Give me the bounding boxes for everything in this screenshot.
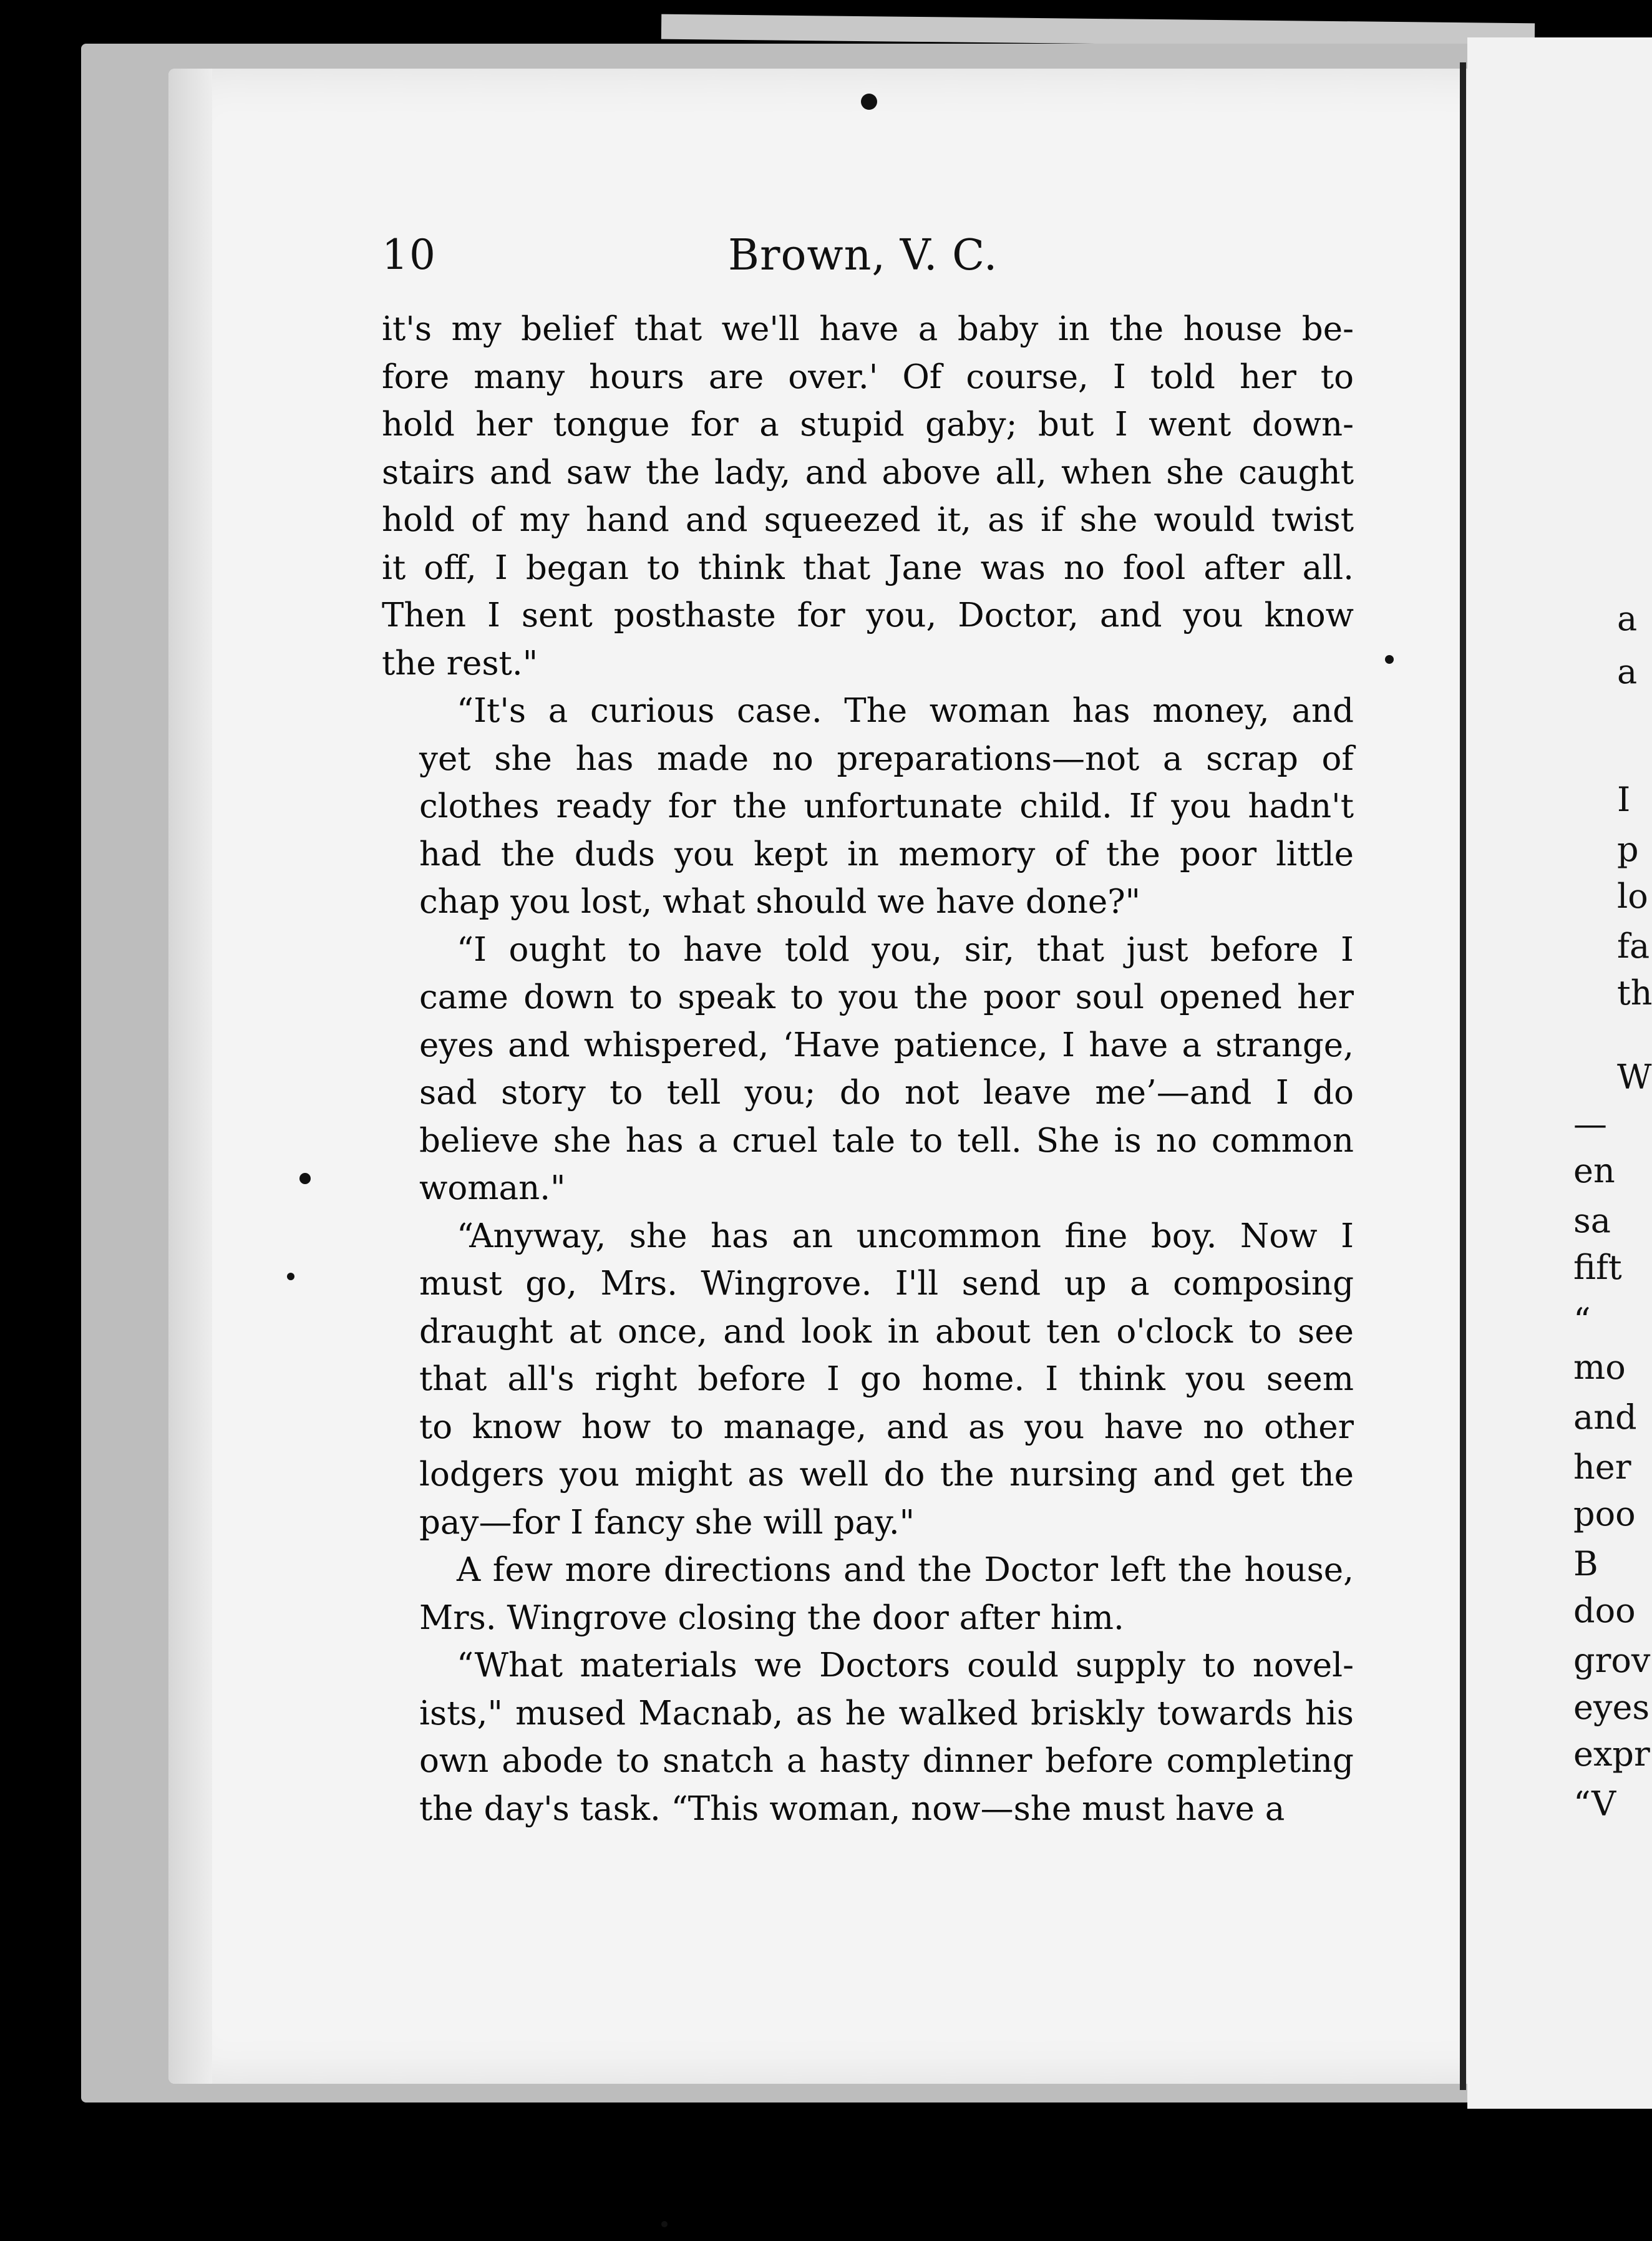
- text-line: chap you lost, what should we have done?": [419, 883, 1141, 921]
- paragraph: [382, 306, 1354, 688]
- facing-page-fragment: a: [1617, 599, 1638, 638]
- text-line: fore many hours are over.' Of course, I told her to: [382, 357, 1354, 396]
- text-line: draught at once, and look in about ten o'clock to see: [419, 1312, 1354, 1351]
- text-line: sad story to tell you; do not leave me’—and I do: [419, 1074, 1354, 1112]
- facing-page-fragment: “: [1573, 1301, 1591, 1340]
- facing-page-fragment: mo: [1573, 1348, 1626, 1387]
- paragraph: [382, 688, 1354, 926]
- text-line: had the duds you kept in memory of the poor little: [419, 835, 1354, 873]
- facing-page-fragment: B: [1573, 1544, 1598, 1583]
- text-line: lodgers you might as well do the nursing and get the: [419, 1456, 1354, 1494]
- facing-page-fragment: a: [1617, 652, 1638, 691]
- facing-page-fragment: expr: [1573, 1734, 1650, 1774]
- text-line: woman.": [419, 1169, 566, 1207]
- facing-page-fragment: p: [1617, 830, 1639, 869]
- facing-page-fragment: th: [1617, 973, 1652, 1013]
- facing-page-fragment: doo: [1573, 1591, 1636, 1630]
- running-head: Brown, V. C.: [728, 231, 998, 280]
- facing-page-fragment: sa: [1573, 1201, 1611, 1240]
- text-line: A few more directions and the Doctor left the house,: [457, 1551, 1354, 1589]
- text-line: came down to speak to you the poor soul opened her: [419, 978, 1354, 1016]
- text-line: stairs and saw the lady, and above all, when she caught: [382, 453, 1354, 492]
- facing-page-fragment: eyes: [1573, 1688, 1650, 1727]
- facing-page-fragment: lo: [1617, 877, 1648, 916]
- book-gutter: [1460, 62, 1466, 2090]
- facing-page-fragment: her: [1573, 1447, 1631, 1487]
- text-line: “It's a curious case. The woman has money, and: [457, 692, 1354, 730]
- facing-page-fragment: grov: [1573, 1641, 1651, 1680]
- paragraph: [382, 1547, 1354, 1642]
- text-line: that all's right before I go home. I think you seem: [419, 1360, 1354, 1398]
- facing-page-fragment: en: [1573, 1151, 1615, 1190]
- text-line: the rest.": [382, 644, 538, 683]
- text-line: clothes ready for the unfortunate child. If you hadn't: [419, 787, 1354, 825]
- scan-speck: [299, 1173, 311, 1184]
- text-line: eyes and whispered, ‘Have patience, I have a strange,: [419, 1026, 1354, 1064]
- text-line: hold her tongue for a stupid gaby; but I went down-: [382, 406, 1354, 444]
- text-line: must go, Mrs. Wingrove. I'll send up a composing: [419, 1265, 1354, 1303]
- facing-page-fragment: fa: [1617, 926, 1650, 966]
- text-line: it's my belief that we'll have a baby in the house be-: [382, 310, 1354, 348]
- page-number: 10: [382, 231, 437, 279]
- scan-speck: [861, 94, 877, 110]
- facing-page-fragment: poo: [1573, 1494, 1636, 1534]
- text-line: Then I sent posthaste for you, Doctor, and you know: [382, 596, 1354, 634]
- scan-speck: [1385, 655, 1394, 664]
- text-line: to know how to manage, and as you have no other: [419, 1407, 1354, 1446]
- facing-page-fragment: I: [1617, 780, 1631, 819]
- facing-page-fragment: —: [1573, 1104, 1607, 1144]
- scan-speck: [287, 1273, 294, 1280]
- page-edge-shadow: [168, 69, 212, 2084]
- text-line: own abode to snatch a hasty dinner before completing: [419, 1742, 1354, 1780]
- text-line: “What materials we Doctors could supply to novel-: [457, 1646, 1354, 1684]
- scan-speck: [661, 2221, 668, 2227]
- body-text: [382, 306, 1354, 1833]
- text-line: believe she has a cruel tale to tell. She is no common: [419, 1121, 1354, 1160]
- text-line: “I ought to have told you, sir, that just before I: [457, 930, 1354, 969]
- text-line: hold of my hand and squeezed it, as if she would twist: [382, 501, 1354, 539]
- paragraph: [382, 926, 1354, 1213]
- text-line: it off, I began to think that Jane was no fool after all.: [382, 548, 1354, 587]
- page-header: [382, 231, 1652, 287]
- text-line: Mrs. Wingrove closing the door after him.: [419, 1598, 1124, 1637]
- facing-page-fragment: W: [1617, 1057, 1652, 1097]
- facing-page: [1467, 37, 1652, 2109]
- paragraph: [382, 1213, 1354, 1547]
- text-line: ists," mused Macnab, as he walked briskly towards his: [419, 1694, 1354, 1733]
- text-line: “Anyway, she has an uncommon fine boy. Now I: [457, 1217, 1354, 1255]
- facing-page-fragment: “V: [1573, 1784, 1616, 1824]
- text-line: pay—for I fancy she will pay.": [419, 1503, 915, 1542]
- facing-page-fragment: fift: [1573, 1248, 1622, 1287]
- text-line: yet she has made no preparations—not a scrap of: [419, 739, 1354, 778]
- paragraph: [382, 1642, 1354, 1833]
- text-line: the day's task. “This woman, now—she must have a: [419, 1789, 1285, 1828]
- facing-page-fragment: and: [1573, 1398, 1637, 1437]
